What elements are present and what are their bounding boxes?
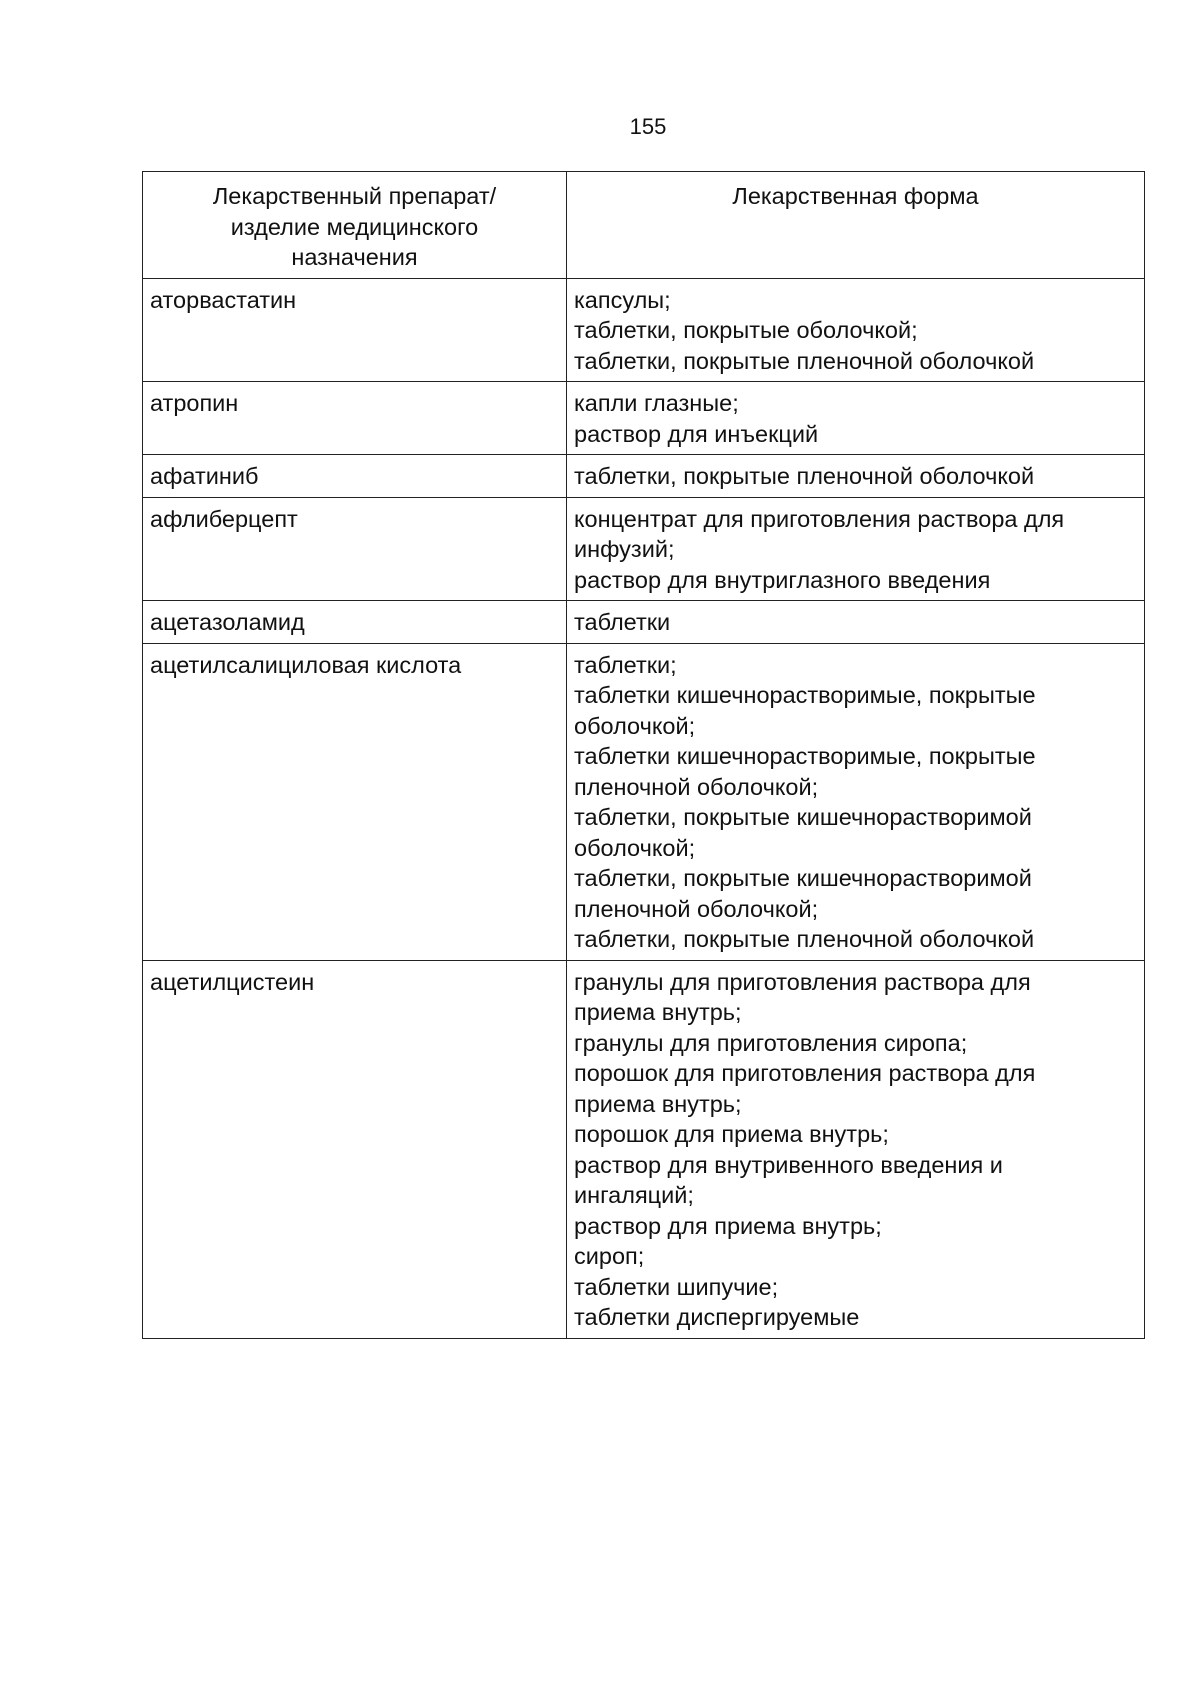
dosage-form-line: пленочной оболочкой; bbox=[574, 773, 819, 800]
dosage-form-line: раствор для внутриглазного введения bbox=[574, 566, 991, 593]
table-row bbox=[143, 455, 1145, 498]
dosage-form-line: таблетки; bbox=[574, 651, 677, 678]
dosage-form-line: таблетки, покрытые кишечнорастворимой bbox=[574, 804, 1032, 830]
dosage-form-line: приема внутрь; bbox=[574, 999, 742, 1025]
dosage-form-line: таблетки шипучие; bbox=[574, 1273, 779, 1300]
drug-name-cell: ацетазоламид bbox=[143, 601, 567, 644]
dosage-form-line: капсулы; bbox=[574, 286, 671, 313]
dosage-form-cell bbox=[567, 960, 1145, 1338]
dosage-form-line: таблетки, покрытые кишечнорастворимой bbox=[574, 865, 1032, 891]
dosage-form-line: таблетки кишечнорастворимые, покрытые bbox=[574, 682, 1036, 708]
dosage-form-line: инфузий; bbox=[574, 536, 675, 562]
dosage-form-cell bbox=[567, 497, 1145, 601]
dosage-form-line: порошок для приготовления раствора для bbox=[574, 1060, 1036, 1086]
dosage-form-line: гранулы для приготовления сиропа; bbox=[574, 1029, 968, 1056]
form-header-line: Лекарственная форма bbox=[732, 183, 979, 209]
dosage-form-line: приема внутрь; bbox=[574, 1090, 742, 1117]
dosage-form-cell bbox=[567, 382, 1145, 455]
form-column-header bbox=[567, 172, 1145, 279]
dosage-form-line: таблетки bbox=[574, 609, 671, 635]
dosage-form-cell bbox=[567, 455, 1145, 498]
table-row bbox=[143, 382, 1145, 455]
drug-table bbox=[142, 171, 1145, 1339]
table-row bbox=[143, 601, 1145, 644]
dosage-form-line: пленочной оболочкой; bbox=[574, 895, 819, 922]
table-row bbox=[143, 960, 1145, 1338]
drug-name-cell: ацетилцистеин bbox=[143, 960, 567, 1338]
dosage-form-line: таблетки, покрытые пленочной оболочкой bbox=[574, 347, 1035, 374]
dosage-form-line: раствор для приема внутрь; bbox=[574, 1212, 882, 1239]
drug-name-cell: аторвастатин bbox=[143, 278, 567, 382]
dosage-form-line: концентрат для приготовления раствора для bbox=[574, 505, 1065, 532]
drug-name-cell: ацетилсалициловая кислота bbox=[143, 643, 567, 960]
dosage-form-line: капли глазные; bbox=[574, 390, 739, 416]
dosage-form-line: ингаляций; bbox=[574, 1182, 694, 1208]
dosage-form-line: таблетки, покрытые пленочной оболочкой bbox=[574, 926, 1035, 952]
table-row bbox=[143, 497, 1145, 601]
dosage-form-cell bbox=[567, 601, 1145, 644]
dosage-form-cell bbox=[567, 643, 1145, 960]
dosage-form-line: оболочкой; bbox=[574, 834, 696, 861]
table-header-row bbox=[143, 172, 1145, 279]
dosage-form-line: гранулы для приготовления раствора для bbox=[574, 968, 1031, 995]
table-row bbox=[143, 643, 1145, 960]
table-row bbox=[143, 278, 1145, 382]
drug-header-line: Лекарственный препарат/ bbox=[212, 183, 497, 209]
dosage-form-line: раствор для инъекций bbox=[574, 420, 819, 447]
dosage-form-line: порошок для приема внутрь; bbox=[574, 1121, 889, 1147]
dosage-form-line: таблетки кишечнорастворимые, покрытые bbox=[574, 743, 1036, 769]
drug-name-cell: атропин bbox=[143, 382, 567, 455]
dosage-form-line: таблетки диспергируемые bbox=[574, 1304, 860, 1330]
drug-header-line: назначения bbox=[291, 244, 418, 270]
drug-name-cell: афлиберцепт bbox=[143, 497, 567, 601]
dosage-form-line: таблетки, покрытые оболочкой; bbox=[574, 317, 918, 343]
page-number: 155 bbox=[629, 114, 667, 139]
drug-header-line: изделие медицинского bbox=[230, 213, 479, 240]
drug-name-cell: афатиниб bbox=[143, 455, 567, 498]
dosage-form-line: раствор для внутривенного введения и bbox=[574, 1151, 1003, 1178]
dosage-form-line: сироп; bbox=[574, 1243, 645, 1269]
dosage-form-line: оболочкой; bbox=[574, 712, 696, 739]
dosage-form-cell bbox=[567, 278, 1145, 382]
drug-column-header bbox=[143, 172, 567, 279]
dosage-form-line: таблетки, покрытые пленочной оболочкой bbox=[574, 463, 1035, 489]
